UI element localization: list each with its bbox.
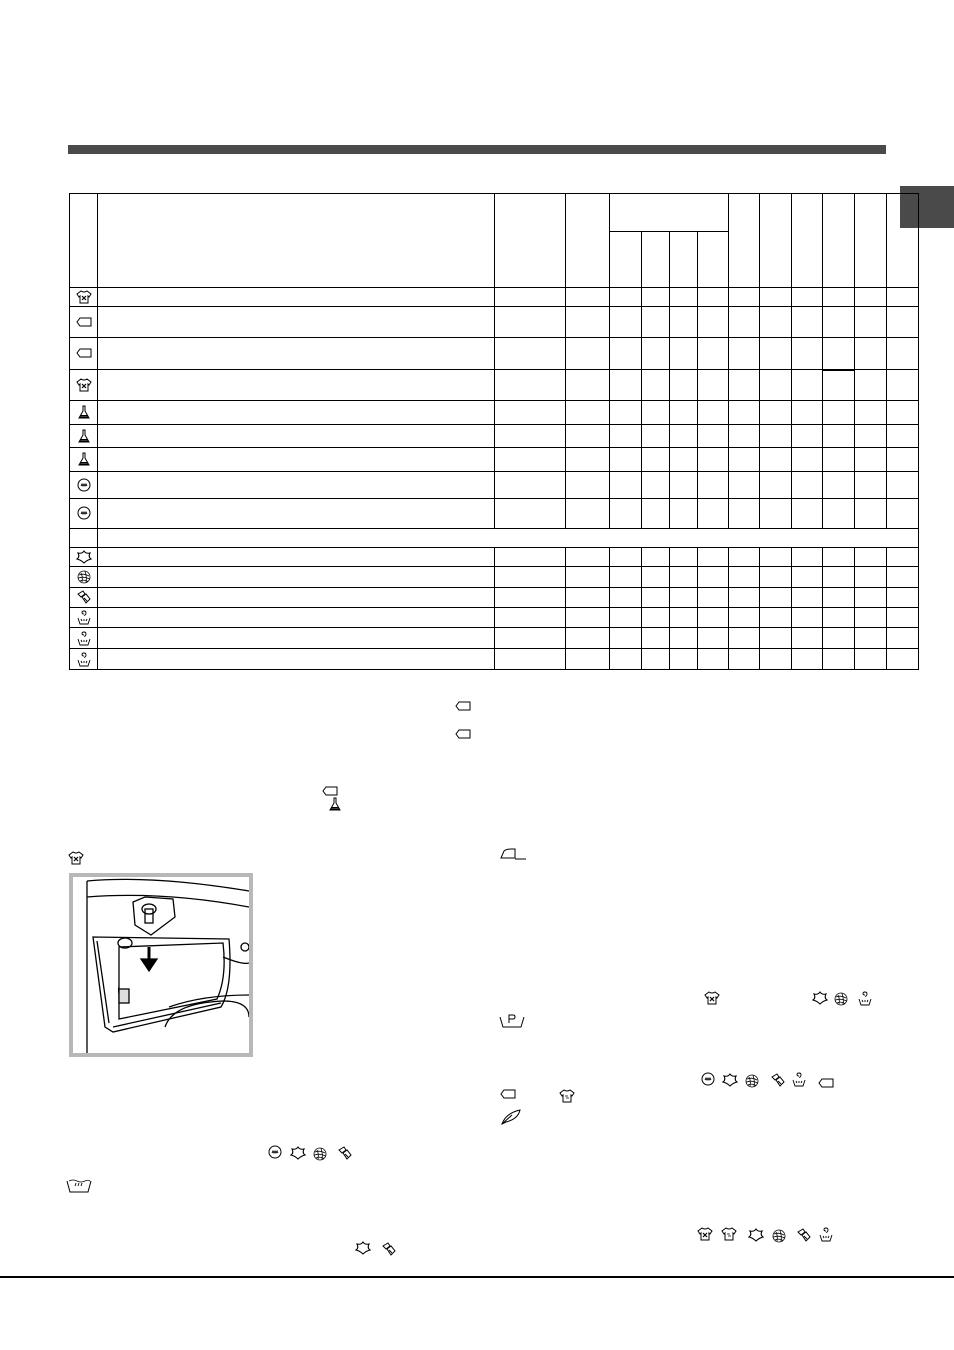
section-row <box>70 529 919 548</box>
shirt-starburst-icon <box>697 1227 713 1241</box>
shirt-starburst-icon <box>704 991 720 1005</box>
table-cell <box>98 649 495 670</box>
table-cell <box>610 425 642 448</box>
table-cell <box>566 448 610 472</box>
basin-p-icon <box>499 1012 525 1028</box>
table-cell <box>670 608 698 628</box>
row-icon-cell <box>70 567 98 588</box>
flower-icon <box>290 1146 306 1160</box>
header-subcell <box>610 232 642 288</box>
table-cell <box>98 472 495 499</box>
table-row <box>70 499 919 529</box>
row-icon-cell <box>70 288 98 307</box>
table-cell <box>698 472 729 499</box>
table-cell <box>760 370 792 401</box>
silk-icon <box>770 1073 786 1087</box>
table-cell <box>698 499 729 529</box>
table-cell <box>855 499 887 529</box>
table-cell <box>729 608 760 628</box>
table-row <box>70 448 919 472</box>
table-cell <box>98 338 495 370</box>
header-cell <box>760 194 792 288</box>
table-cell <box>670 288 698 307</box>
row-icon-cell <box>70 628 98 649</box>
spiral-basin-icon <box>77 609 91 625</box>
programme-table <box>69 193 919 670</box>
table-cell <box>642 649 670 670</box>
table-cell <box>760 548 792 567</box>
wool-ball-icon <box>77 570 91 584</box>
table-cell <box>610 307 642 338</box>
row-icon-cell <box>70 472 98 499</box>
row-icon-cell <box>70 307 98 338</box>
table-cell <box>670 401 698 425</box>
table-row <box>70 628 919 649</box>
wool-ball-icon <box>313 1147 327 1161</box>
table-cell <box>642 499 670 529</box>
silk-icon <box>337 1146 353 1160</box>
row-icon-cell <box>70 425 98 448</box>
table-cell <box>698 588 729 608</box>
table-cell <box>887 472 919 499</box>
table-row <box>70 370 919 401</box>
table-cell <box>887 499 919 529</box>
table-cell <box>642 288 670 307</box>
table-cell <box>729 628 760 649</box>
table-cell <box>760 307 792 338</box>
row-icon-cell <box>70 649 98 670</box>
spiral-basin-icon <box>77 651 91 667</box>
flower-icon <box>722 1073 738 1087</box>
table-cell <box>495 307 566 338</box>
header-cell <box>729 194 760 288</box>
table-cell <box>642 628 670 649</box>
table-cell <box>729 567 760 588</box>
table-cell <box>566 499 610 529</box>
table-cell <box>495 448 566 472</box>
flask-icon <box>77 429 91 443</box>
table-cell <box>698 649 729 670</box>
table-cell <box>792 567 823 588</box>
table-cell <box>698 448 729 472</box>
table-cell <box>566 370 610 401</box>
row-icon-cell <box>70 588 98 608</box>
table-row <box>70 608 919 628</box>
mix-circle-icon <box>701 1072 715 1086</box>
table-cell <box>566 288 610 307</box>
row-icon-cell <box>70 401 98 425</box>
table-cell <box>855 472 887 499</box>
table-row <box>70 401 919 425</box>
row-icon-cell <box>70 548 98 567</box>
table-cell <box>698 608 729 628</box>
table-row <box>70 588 919 608</box>
table-cell <box>566 548 610 567</box>
table-cell <box>642 370 670 401</box>
table-cell <box>698 288 729 307</box>
table-cell <box>566 608 610 628</box>
table-cell <box>642 307 670 338</box>
table-cell <box>760 628 792 649</box>
header-cell-group <box>610 194 729 232</box>
wool-ball-icon <box>772 1229 786 1243</box>
table-cell <box>642 448 670 472</box>
table-cell <box>823 548 855 567</box>
table-cell <box>823 288 855 307</box>
table-cell <box>610 448 642 472</box>
mix-circle-icon <box>77 506 91 520</box>
table-cell <box>855 370 887 401</box>
table-cell <box>823 649 855 670</box>
mix-circle-icon <box>77 478 91 492</box>
table-cell <box>855 628 887 649</box>
table-cell <box>98 288 495 307</box>
row-icon-cell <box>70 499 98 529</box>
table-cell <box>566 649 610 670</box>
table-cell <box>642 548 670 567</box>
table-cell <box>823 448 855 472</box>
table-cell <box>792 370 823 401</box>
table-cell <box>887 588 919 608</box>
table-cell <box>729 307 760 338</box>
table-cell <box>698 338 729 370</box>
table-cell <box>670 472 698 499</box>
basin-wave-icon <box>66 1177 92 1193</box>
table-cell <box>566 628 610 649</box>
table-cell <box>887 401 919 425</box>
table-cell <box>98 370 495 401</box>
table-row <box>70 288 919 307</box>
spiral-basin-icon <box>819 1226 833 1242</box>
table-cell <box>823 307 855 338</box>
table-cell <box>98 567 495 588</box>
spiral-basin-icon <box>792 1071 806 1087</box>
table-cell <box>642 338 670 370</box>
table-cell <box>823 370 855 401</box>
header-subcell <box>698 232 729 288</box>
table-cell <box>566 338 610 370</box>
table-cell <box>760 401 792 425</box>
table-cell <box>610 588 642 608</box>
table-cell <box>760 567 792 588</box>
table-cell <box>792 338 823 370</box>
flower-icon <box>812 991 828 1005</box>
table-cell <box>887 425 919 448</box>
header-cell <box>887 194 919 288</box>
table-cell <box>670 307 698 338</box>
table-cell <box>729 425 760 448</box>
table-cell <box>760 499 792 529</box>
table-cell <box>887 628 919 649</box>
wool-ball-icon <box>745 1074 759 1088</box>
table-cell <box>887 338 919 370</box>
table-cell <box>670 628 698 649</box>
shirt-20-icon <box>721 1227 737 1241</box>
shirt-20-icon <box>559 1089 575 1103</box>
table-cell <box>670 338 698 370</box>
header-cell <box>792 194 823 288</box>
table-row <box>70 472 919 499</box>
header-subcell <box>670 232 698 288</box>
table-cell <box>729 499 760 529</box>
table-cell <box>670 499 698 529</box>
table-cell <box>729 649 760 670</box>
table-cell <box>610 608 642 628</box>
table-cell <box>823 499 855 529</box>
table-cell <box>760 649 792 670</box>
table-cell <box>792 628 823 649</box>
table-cell <box>98 448 495 472</box>
table-cell <box>729 448 760 472</box>
table-cell <box>495 425 566 448</box>
table-cell <box>823 608 855 628</box>
table-cell <box>98 307 495 338</box>
table-cell <box>610 338 642 370</box>
spiral-basin-icon <box>77 630 91 646</box>
section-label-cell <box>98 529 919 548</box>
flask-icon <box>328 797 342 811</box>
table-cell <box>887 288 919 307</box>
row-icon-cell <box>70 608 98 628</box>
shirt-starburst-icon <box>76 290 92 304</box>
shirt-starburst-icon <box>76 378 92 392</box>
table-cell <box>610 548 642 567</box>
table-cell <box>495 567 566 588</box>
table-cell <box>792 401 823 425</box>
shirt-starburst-icon <box>68 851 84 865</box>
flower-icon <box>355 1241 371 1255</box>
iron-icon <box>499 848 527 860</box>
table-cell <box>887 448 919 472</box>
table-cell <box>729 401 760 425</box>
table-cell <box>887 548 919 567</box>
table-cell <box>729 338 760 370</box>
table-cell <box>495 472 566 499</box>
table-cell <box>792 499 823 529</box>
header-cell <box>70 194 98 288</box>
table-cell <box>887 307 919 338</box>
table-cell <box>855 588 887 608</box>
table-cell <box>495 499 566 529</box>
table-cell <box>792 649 823 670</box>
table-cell <box>670 548 698 567</box>
table-cell <box>98 425 495 448</box>
table-row <box>70 548 919 567</box>
header-cell <box>566 194 610 288</box>
header-cell <box>823 194 855 288</box>
row-icon-cell <box>70 338 98 370</box>
silk-icon <box>76 590 92 604</box>
table-cell <box>823 472 855 499</box>
table-cell <box>495 288 566 307</box>
table-cell <box>670 448 698 472</box>
table-cell <box>566 401 610 425</box>
table-cell <box>610 628 642 649</box>
table-cell <box>642 588 670 608</box>
table-cell <box>792 548 823 567</box>
flask-icon <box>77 452 91 466</box>
header-bar <box>68 145 886 154</box>
table-row <box>70 649 919 670</box>
table-cell <box>495 649 566 670</box>
table-cell <box>760 288 792 307</box>
detergent-dispenser-illustration <box>69 873 253 1057</box>
table-cell <box>823 567 855 588</box>
header-cell <box>98 194 495 288</box>
table-cell <box>855 307 887 338</box>
table-cell <box>887 649 919 670</box>
table-cell <box>495 628 566 649</box>
table-cell <box>855 401 887 425</box>
table-cell <box>823 628 855 649</box>
flask-icon <box>77 405 91 419</box>
table-cell <box>98 401 495 425</box>
table-row <box>70 567 919 588</box>
table-cell <box>610 567 642 588</box>
table-cell <box>610 288 642 307</box>
table-cell <box>566 567 610 588</box>
table-cell <box>610 499 642 529</box>
table-cell <box>670 425 698 448</box>
table-cell <box>855 608 887 628</box>
row-icon-cell <box>70 448 98 472</box>
table-cell <box>823 401 855 425</box>
table-cell <box>760 608 792 628</box>
table-cell <box>887 567 919 588</box>
footer-rule <box>0 1276 954 1278</box>
table-cell <box>98 548 495 567</box>
table-cell <box>698 548 729 567</box>
table-cell <box>760 338 792 370</box>
table-cell <box>642 425 670 448</box>
table-cell <box>610 370 642 401</box>
table-cell <box>642 472 670 499</box>
table-cell <box>760 425 792 448</box>
table-cell <box>642 567 670 588</box>
table-cell <box>855 425 887 448</box>
table-cell <box>98 588 495 608</box>
table-cell <box>792 588 823 608</box>
table-cell <box>855 288 887 307</box>
table-cell <box>855 448 887 472</box>
table-cell <box>698 401 729 425</box>
table-cell <box>729 370 760 401</box>
table-cell <box>566 588 610 608</box>
row-icon-cell <box>70 370 98 401</box>
table-cell <box>760 448 792 472</box>
table-cell <box>98 499 495 529</box>
flower-icon <box>748 1228 764 1242</box>
table-cell <box>610 472 642 499</box>
tag-icon <box>76 317 92 327</box>
table-cell <box>823 588 855 608</box>
table-cell <box>855 548 887 567</box>
tag-icon <box>76 348 92 358</box>
table-cell <box>855 338 887 370</box>
table-cell <box>642 401 670 425</box>
table-cell <box>698 567 729 588</box>
silk-icon <box>796 1228 812 1242</box>
table-cell <box>495 608 566 628</box>
table-cell <box>495 548 566 567</box>
spiral-basin-icon <box>858 990 872 1006</box>
table-cell <box>760 588 792 608</box>
table-cell <box>495 401 566 425</box>
table-cell <box>698 628 729 649</box>
table-cell <box>98 628 495 649</box>
silk-icon <box>381 1242 397 1256</box>
table-cell <box>670 649 698 670</box>
tag-icon <box>455 701 471 711</box>
table-cell <box>792 288 823 307</box>
table-cell <box>792 472 823 499</box>
table-cell <box>566 425 610 448</box>
tag-icon <box>455 729 471 739</box>
table-cell <box>792 425 823 448</box>
header-cell <box>495 194 566 288</box>
table-cell <box>855 649 887 670</box>
wool-ball-icon <box>834 992 848 1006</box>
table-cell <box>792 448 823 472</box>
table-cell <box>98 608 495 628</box>
section-icon-cell <box>70 529 98 548</box>
table-cell <box>855 567 887 588</box>
feather-icon <box>500 1109 522 1125</box>
tag-icon <box>322 786 338 796</box>
table-cell <box>670 370 698 401</box>
table-cell <box>792 608 823 628</box>
table-cell <box>566 307 610 338</box>
table-cell <box>566 472 610 499</box>
table-cell <box>760 472 792 499</box>
header-subcell <box>642 232 670 288</box>
table-cell <box>698 370 729 401</box>
tag-icon <box>818 1078 834 1088</box>
table-cell <box>642 608 670 628</box>
table-cell <box>670 567 698 588</box>
table-cell <box>670 588 698 608</box>
table-cell <box>887 608 919 628</box>
table-cell <box>610 649 642 670</box>
table-cell <box>610 401 642 425</box>
header-cell <box>855 194 887 288</box>
table-cell <box>729 588 760 608</box>
table-cell <box>495 338 566 370</box>
table-row <box>70 307 919 338</box>
table-row <box>70 425 919 448</box>
table-cell <box>698 307 729 338</box>
table-cell <box>823 338 855 370</box>
mix-circle-icon <box>268 1145 282 1159</box>
table-cell <box>729 548 760 567</box>
table-cell <box>495 588 566 608</box>
table-cell <box>698 425 729 448</box>
table-cell <box>729 288 760 307</box>
table-cell <box>495 370 566 401</box>
table-cell <box>887 370 919 401</box>
flower-icon <box>76 550 92 564</box>
table-row <box>70 338 919 370</box>
table-cell <box>823 425 855 448</box>
tag-icon <box>500 1089 516 1099</box>
table-cell <box>729 472 760 499</box>
table-cell <box>792 307 823 338</box>
